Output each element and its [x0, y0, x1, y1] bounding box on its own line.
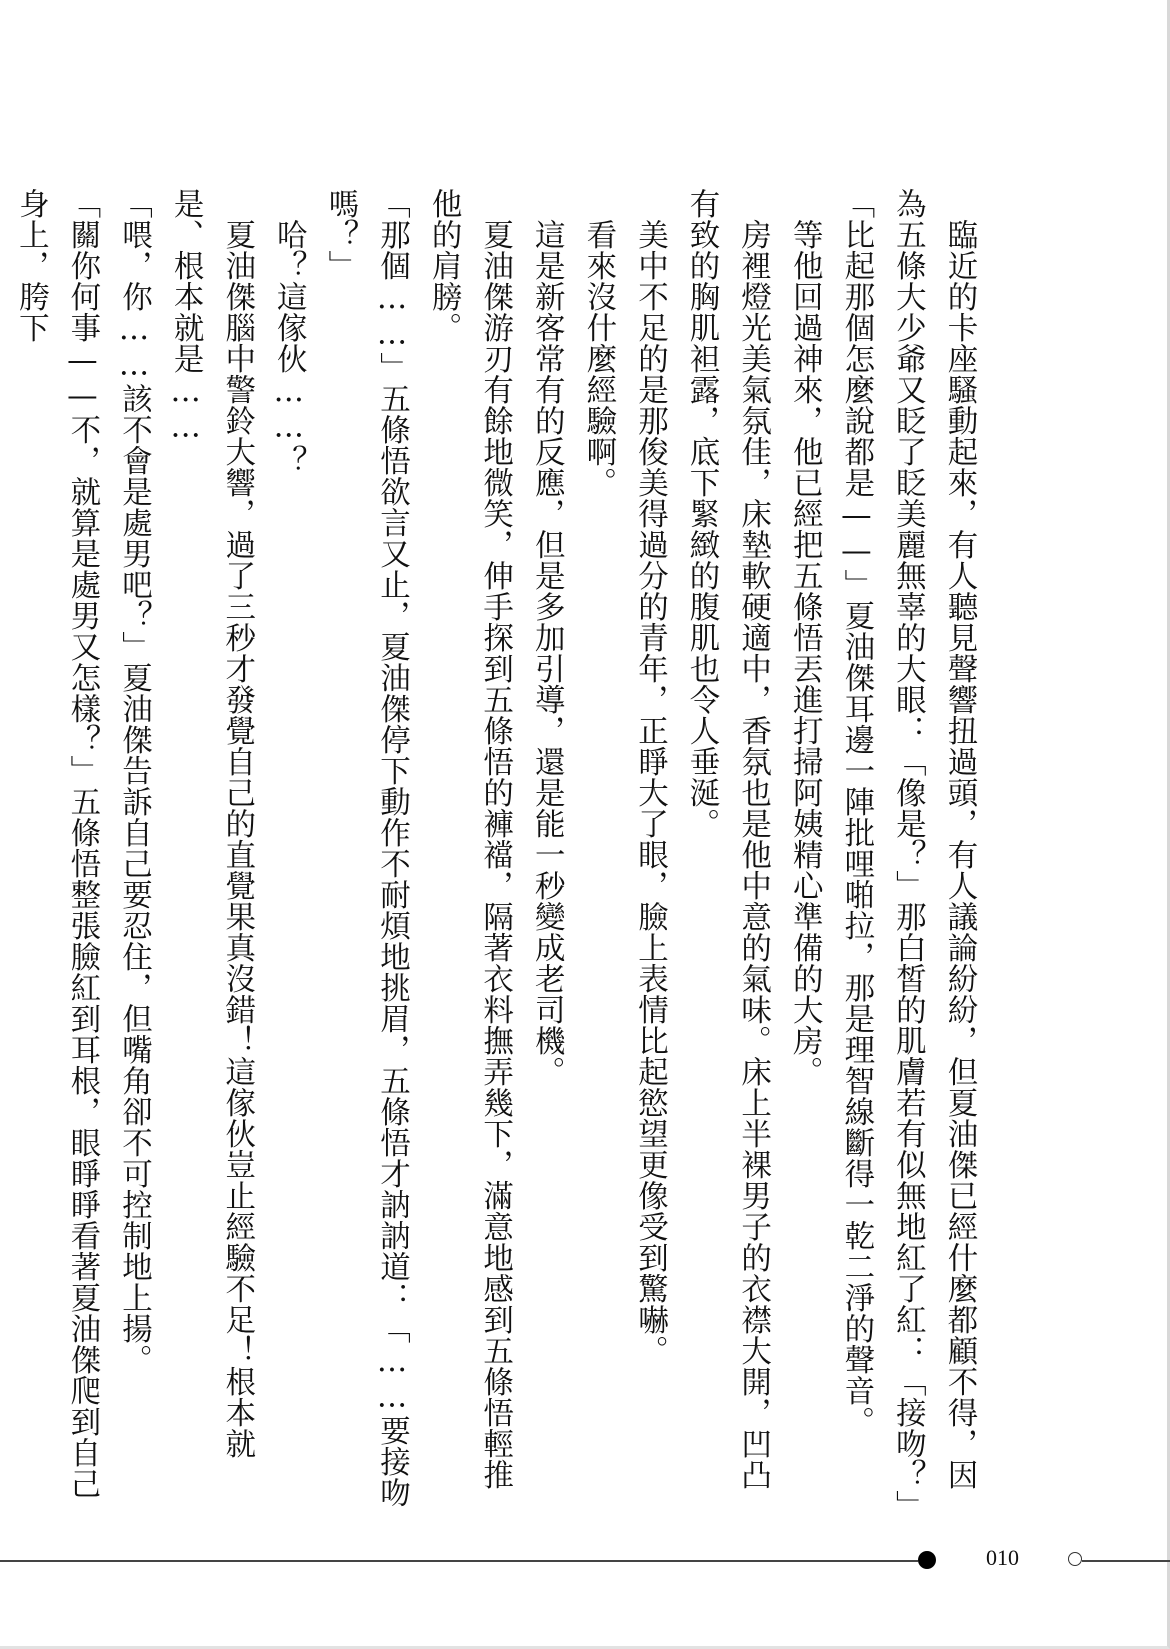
footer-bullet-icon	[918, 1551, 936, 1569]
paragraph: 「喂，你……該不會是處男吧？」夏油傑告訴自己要忍住，但嘴角卻不可控制地上揚。	[116, 188, 152, 1375]
paragraph: 看來沒什麼經驗啊。	[580, 218, 616, 498]
paragraph: 等他回過神來，他已經把五條悟丟進打掃阿姨精心準備的大房。	[787, 218, 823, 1087]
page-number: 010	[986, 1545, 1019, 1570]
vertical-text-body	[13, 188, 985, 1521]
footer-circle-icon	[1068, 1552, 1082, 1566]
paragraph: 這是新客常有的反應，但是多加引導，還是能一秒變成老司機。	[529, 218, 565, 1087]
paragraph: 臨近的卡座騷動起來，有人聽見聲響扭過頭，有人議論紛紛，但夏油傑已經什麼都顧不得，因為五條大少爺又眨了眨美麗無辜的大眼：「像是？」那白皙的肌膚若有似無地紅了紅：「接吻？」	[890, 188, 977, 1521]
paragraph: 「比起那個怎麼說都是——」夏油傑耳邊一陣批哩啪拉，那是理智線斷得一乾二淨的聲音。	[838, 188, 874, 1437]
paragraph: 夏油傑腦中警鈴大響，過了三秒才發覺自己的直覺果真沒錯！這傢伙豈止經驗不足！根本就是、根本就是……	[168, 188, 255, 1459]
paragraph: 「那個……」五條悟欲言又止，夏油傑停下動作不耐煩地挑眉，五條悟才訥訥道：「……要接吻嗎？」	[322, 188, 410, 1508]
paragraph: 「關你何事——不，就算是處男又怎樣？」五條悟整張臉紅到耳根，眼睜睜看著夏油傑爬到自己身上，胯下	[13, 188, 100, 1499]
footer-rule-right	[1082, 1560, 1170, 1562]
paragraph: 房裡燈光美氣氛佳，床墊軟硬適中，香氛也是他中意的氣味。床上半裸男子的衣襟大開，凹凸有致的胸肌袒露，底下緊緻的腹肌也令人垂涎。	[684, 188, 771, 1490]
paragraph: 哈？這傢伙……？	[271, 218, 307, 476]
paragraph: 美中不足的是那俊美得過分的青年，正睜大了眼，臉上表情比起慾望更像受到驚嚇。	[632, 218, 668, 1366]
paragraph: 夏油傑游刃有餘地微笑，伸手探到五條悟的褲襠，隔著衣料撫弄幾下，滿意地感到五條悟輕推他的肩膀。	[426, 188, 513, 1490]
footer-rule	[0, 1560, 918, 1562]
